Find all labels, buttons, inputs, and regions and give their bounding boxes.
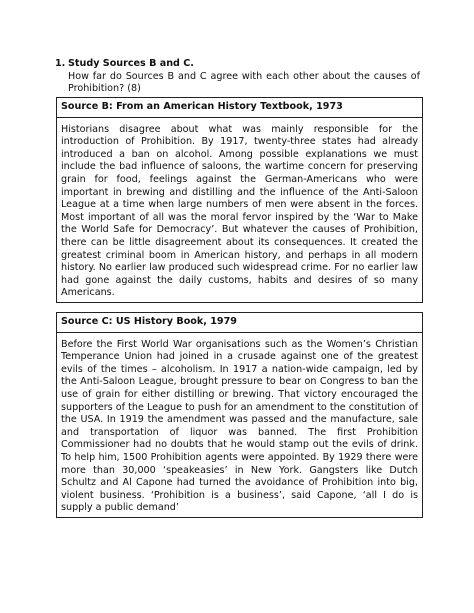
source-c-box <box>56 312 423 518</box>
source-c-text: Before the First World War organisations such as the Women’s Christian Temperance Union had joined in a crusade against one of the greatest evils of the times – alcoholism. In 1917 a nation-wide campaign, led by the Anti-Saloon League, brought pressure to bear on Congress to ban the use of grain for either distilling or brewing. That victory encouraged the supporters of the League to push for an amendment to the constitution of the USA. In 1919 the amendment was passed and the manufacture, sale and transportation of liquor was banned. The first Prohibition Commissioner had no doubts that he would stamp out the evils of drink. To help him, 1500 Prohibition agents were appointed. By 1929 there were more than 30,000 ‘speakeasies’ in New York. Gangsters like Dutch Schultz and Al Capone had turned the avoidance of Prohibition into big, violent business. ‘Prohibition is a business’, said Capone, ‘all I do is supply a public demand’ <box>61 338 418 514</box>
question-number: 1. <box>55 58 66 69</box>
source-c-title: Source C: US History Book, 1979 <box>57 313 422 333</box>
question-prompt: How far do Sources B and C agree with each other about the causes of Prohibition? (8) <box>68 70 420 95</box>
source-b-text: Historians disagree about what was mainly responsible for the introduction of Prohibition. By 1917, twenty-three states had already introduced a ban on alcohol. Among possible explanations we must include the bad influence of saloons, the wartime concern for preserving grain for food, feelings against the German-Americans who were important in brewing and distilling and the influence of the Anti-Saloon League at a time when large numbers of men were absent in the forces. Most important of all was the moral fervor inspired by the ‘War to Make the World Safe for Democracy’. But whatever the causes of Prohibition, there can be little disagreement about its consequences. It created the greatest criminal boom in American history, and perhaps in all modern history. No earlier law produced such widespread crime. For no earlier law had gone against the daily customs, habits and desires of so many Americans. <box>61 123 418 299</box>
source-b-title: Source B: From an American History Textbook, 1973 <box>57 98 422 118</box>
question-block <box>55 58 420 96</box>
question-heading <box>55 58 420 71</box>
question-heading-text: Study Sources B and C. <box>68 58 194 69</box>
source-b-box <box>56 97 423 303</box>
